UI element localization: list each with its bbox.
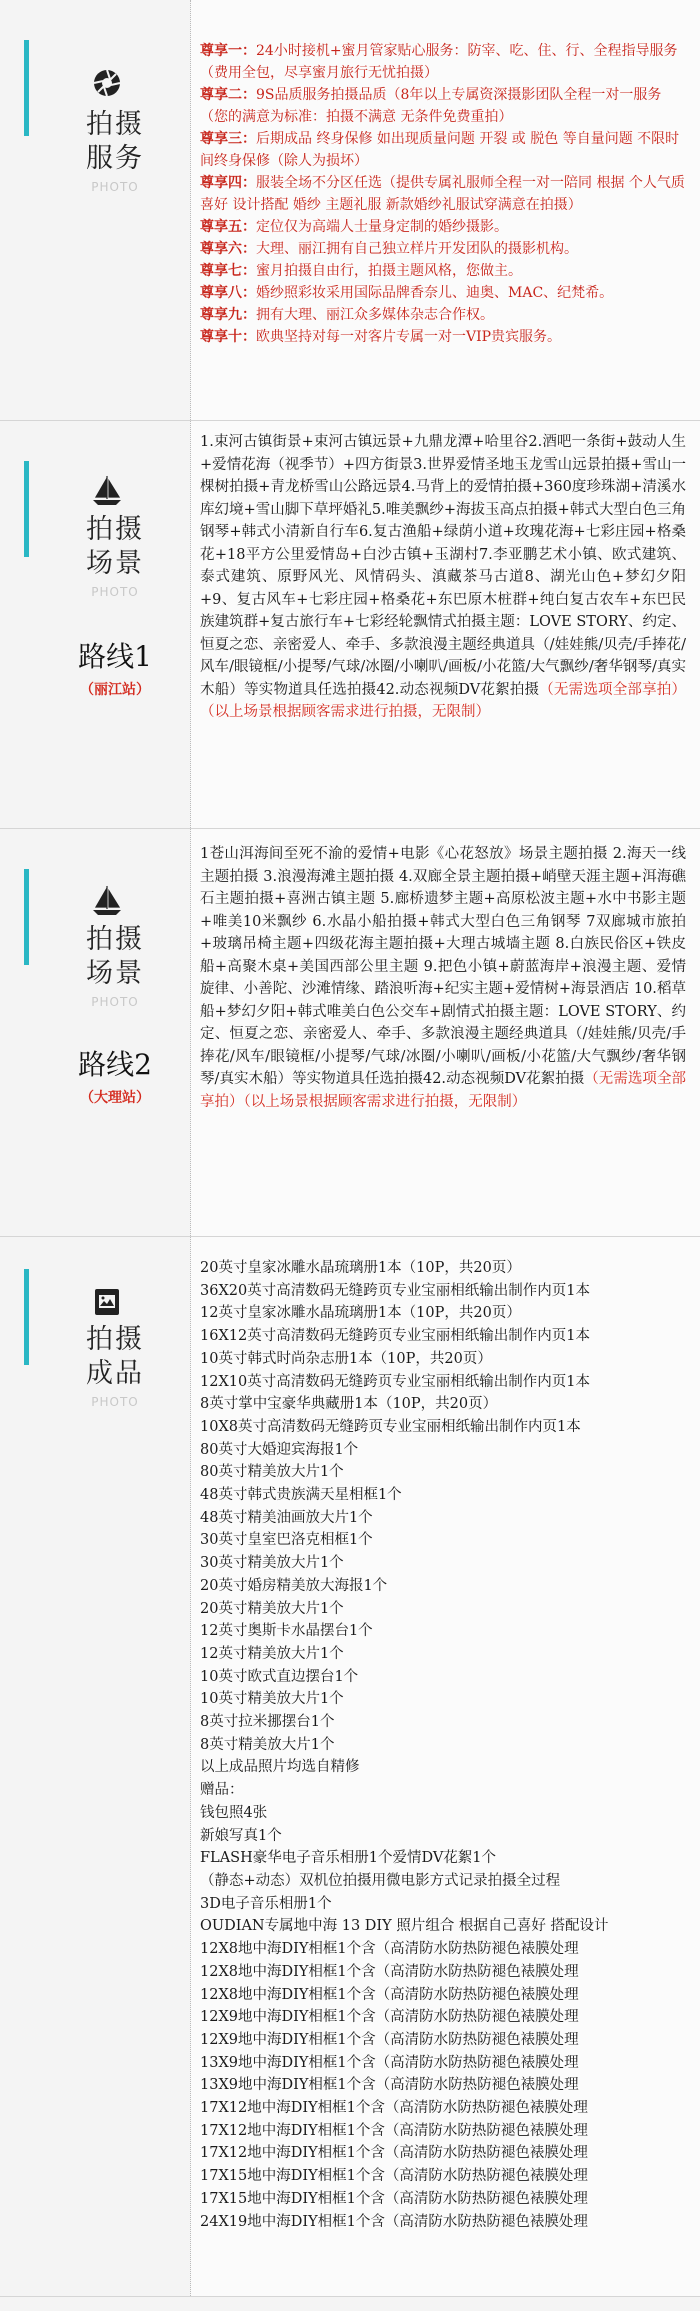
service-item [200, 238, 686, 260]
product-item: 以上成品照片均选自精修 [200, 1759, 360, 1776]
product-item: 10英寸精美放大片1个 [200, 1691, 344, 1708]
product-item: 赠品： [200, 1782, 244, 1799]
service-item-text: 蜜月拍摄自由行，拍摄主题风格，您做主。 [256, 263, 522, 279]
products-section [0, 1236, 700, 2296]
route2-section [0, 828, 700, 1236]
route1-title-2: 场景 [86, 548, 144, 579]
product-item: 10X8英寸高清数码无缝跨页专业宝丽相纸输出制作内页1本 [200, 1418, 581, 1435]
product-item: 24X19地中海DIY相框1个含（高清防水防热防褪色裱膜处理 [200, 2213, 588, 2230]
service-item-key: 尊享三： [200, 131, 256, 147]
route2-name: 路线2 [78, 1048, 152, 1081]
product-item: 80英寸精美放大片1个 [200, 1464, 344, 1481]
accent-bar [24, 40, 29, 136]
product-item: 12X8地中海DIY相框1个含（高清防水防热防褪色裱膜处理 [200, 1986, 579, 2003]
services-list [200, 40, 686, 348]
service-item-key: 尊享五： [200, 219, 256, 235]
route2-text: 1苍山洱海间至死不渝的爱情+电影《心花怒放》场景主题拍摄 2.海天一线主题拍摄 3.浪漫海滩主题拍摄 4.双廊全景主题拍摄+峭壁天涯主题+洱海礁石主题拍摄+喜洲古镇主题 5.廊桥遗梦主题+高原松波主题+水中书影主题+唯美10米飘纱 6.水晶小船拍摄+韩式大型白色三角钢琴 7双廊城市旅拍+玻璃吊椅主题+四级花海主题拍摄+大理古城墙主题 8.白族民俗区+铁皮船+高聚木桌+美国西部公里主题 9.把色小镇+蔚蓝海岸+浪漫主题、爱情旋律、小善陀、沙滩情缘、踏浪听海+纪实主题+爱情树+海景酒店 10.稻草船+梦幻夕阳+韩式唯美白色公交车+剧情式拍摄主题：LOVE STORY、约定、恒夏之恋、亲密爱人、牵手、多款浪漫主题经典道具（/娃娃熊/贝壳/手捧花/风车/眼镜框/小提琴/气球/冰圈/小喇叭/画板/小花篮/大气飘纱/奢华钢琴/真实木船）等实物道具任选拍摄42.动态视频DV花絮拍摄 [200, 846, 686, 1087]
product-item: 17X15地中海DIY相框1个含（高清防水防热防褪色裱膜处理 [200, 2190, 588, 2207]
services-sidebar [0, 0, 191, 420]
product-item: 3D电子音乐相册1个 [200, 1895, 332, 1912]
product-item: 12X8地中海DIY相框1个含（高清防水防热防褪色裱膜处理 [200, 1941, 579, 1958]
accent-bar [24, 1269, 29, 1365]
route2-title-1: 拍摄 [86, 924, 144, 955]
service-item-key: 尊享六： [200, 241, 256, 257]
products-list [200, 1257, 686, 2233]
service-item [200, 84, 686, 128]
products-sidebar [0, 1237, 191, 2296]
service-item-text: 定位仅为高端人士量身定制的婚纱摄影。 [256, 219, 508, 235]
service-item-text: 大理、丽江拥有自己独立样片开发团队的摄影机构。 [256, 241, 578, 257]
service-item [200, 304, 686, 326]
route1-station: （丽江站） [80, 682, 150, 698]
product-item: 12X9地中海DIY相框1个含（高清防水防热防褪色裱膜处理 [200, 2031, 579, 2048]
route1-section [0, 420, 700, 828]
service-item-text: 9S品质服务拍摄品质（8年以上专属资深摄影团队全程一对一服务 （您的满意为标准：拍摄不满意 无条件免费重拍） [200, 87, 662, 125]
route2-sidebar [0, 829, 191, 1236]
product-item: （静态+动态）双机位拍摄用微电影方式记录拍摄全过程 [200, 1872, 561, 1889]
route1-title-1: 拍摄 [86, 514, 144, 545]
services-title-2: 服务 [86, 143, 144, 174]
accent-bar [24, 461, 29, 557]
route2-note: （无需选项全部享拍）（以上场景根据顾客需求进行拍摄，无限制） [200, 1071, 686, 1110]
product-item: 8英寸精美放大片1个 [200, 1736, 335, 1753]
services-title-1: 拍摄 [86, 109, 144, 140]
photo-watermark: PHOTO [91, 180, 139, 194]
photo-watermark: PHOTO [91, 995, 139, 1009]
sailboat-icon [90, 473, 124, 507]
accent-bar [24, 869, 29, 965]
route1-description [200, 431, 686, 724]
service-item-text: 婚纱照彩妆采用国际品牌香奈儿、迪奥、MAC、纪梵希。 [256, 285, 614, 301]
product-item: 8英寸掌中宝豪华典藏册1本（10P，共20页） [200, 1396, 498, 1413]
route1-name: 路线1 [78, 640, 152, 673]
service-item-text: 24小时接机+蜜月管家贴心服务：防宰、吃、住、行、全程指导服务（费用全包，尽享蜜月旅行无忧拍摄） [200, 43, 678, 81]
route2-description [200, 843, 686, 1113]
service-item [200, 326, 686, 348]
products-title-1: 拍摄 [86, 1324, 144, 1355]
service-item-text: 拥有大理、丽江众多媒体杂志合作权。 [256, 307, 494, 323]
route1-note: （无需选项全部享拍）（以上场景根据顾客需求进行拍摄，无限制） [200, 681, 687, 720]
route2-station: （大理站） [80, 1090, 150, 1106]
photo-watermark: PHOTO [91, 585, 139, 599]
product-item: 16X12英寸高清数码无缝跨页专业宝丽相纸输出制作内页1本 [200, 1328, 590, 1345]
product-item: 12X8地中海DIY相框1个含（高清防水防热防褪色裱膜处理 [200, 1963, 579, 1980]
service-item-key: 尊享九： [200, 307, 256, 323]
aperture-icon [92, 68, 122, 98]
service-item-key: 尊享十： [200, 329, 256, 345]
product-item: 17X15地中海DIY相框1个含（高清防水防热防褪色裱膜处理 [200, 2168, 588, 2185]
product-item: 新娘写真1个 [200, 1827, 282, 1844]
product-item: 12英寸奥斯卡水晶摆台1个 [200, 1623, 373, 1640]
product-item: 20英寸皇家冰雕水晶琉璃册1本（10P，共20页） [200, 1260, 521, 1276]
product-item: 13X9地中海DIY相框1个含（高清防水防热防褪色裱膜处理 [200, 2077, 579, 2094]
service-item [200, 216, 686, 238]
service-item [200, 40, 686, 84]
products-title-2: 成品 [86, 1358, 144, 1389]
product-item: 17X12地中海DIY相框1个含（高清防水防热防褪色裱膜处理 [200, 2145, 588, 2162]
product-item: 30英寸皇室巴洛克相框1个 [200, 1532, 373, 1549]
product-item: 12X10英寸高清数码无缝跨页专业宝丽相纸输出制作内页1本 [200, 1373, 590, 1390]
sailboat-icon [90, 883, 124, 917]
route2-title-2: 场景 [86, 958, 144, 989]
product-item: 48英寸韩式贵族满天星相框1个 [200, 1487, 402, 1504]
product-item: 10英寸韩式时尚杂志册1本（10P，共20页） [200, 1350, 492, 1367]
product-item: 12X9地中海DIY相框1个含（高清防水防热防褪色裱膜处理 [200, 2009, 579, 2026]
product-item: 17X12地中海DIY相框1个含（高清防水防热防褪色裱膜处理 [200, 2100, 588, 2117]
service-item-key: 尊享二： [200, 87, 256, 103]
product-item: OUDIAN专属地中海 13 DIY 照片组合 根据自己喜好 搭配设计 [200, 1918, 609, 1935]
service-item [200, 172, 686, 216]
product-item: 20英寸婚房精美放大海报1个 [200, 1577, 388, 1594]
product-item: 10英寸欧式直边摆台1个 [200, 1668, 359, 1685]
photo-watermark: PHOTO [91, 1395, 139, 1409]
product-item: 12英寸精美放大片1个 [200, 1645, 344, 1662]
product-item: 20英寸精美放大片1个 [200, 1600, 344, 1617]
service-item [200, 128, 686, 172]
service-item-text: 后期成品 终身保修 如出现质量问题 开裂 或 脱色 等自量问题 不限时间终身保修（除人为损坏） [200, 131, 680, 169]
product-item: 13X9地中海DIY相框1个含（高清防水防热防褪色裱膜处理 [200, 2054, 579, 2071]
service-item-key: 尊享八： [200, 285, 256, 301]
service-item-key: 尊享四： [200, 175, 256, 191]
route1-text: 1.束河古镇街景+束河古镇远景+九鼎龙潭+哈里谷2.酒吧一条街+鼓动人生+爱情花海（视季节）+四方街景3.世界爱情圣地玉龙雪山远景拍摄+雪山一棵树拍摄+青龙桥雪山公路远景4.马背上的爱情拍摄+360度珍珠湖+清溪水库幻境+雪山脚下草坪婚礼5.唯美飘纱+海拔玉高点拍摄+韩式大型白色三角钢琴+韩式小清新自行车6.复古渔船+绿荫小道+玫瑰花海+七彩庄园+格桑花+18平方公里爱情岛+白沙古镇+玉湖村7.李亚鹏艺术小镇、欧式建筑、泰式建筑、原野风光、风情码头、滇藏茶马古道8、湖光山色+梦幻夕阳+9、复古风车+七彩庄园+格桑花+东巴原木桩群+纯白复古农车+东巴民族建筑群+复古旅行车+七彩经轮飘情式拍摄主题：LOVE STORY、约定、恒夏之恋、亲密爱人、牵手、多款浪漫主题经典道具（/娃娃熊/贝壳/手捧花/风车/眼镜框/小提琴/气球/冰圈/小喇叭/画板/小花篮/大气飘纱/奢华钢琴/真实木船）等实物道具任选拍摄42.动态视频DV花絮拍摄 [200, 434, 686, 698]
photo-album-icon [92, 1287, 122, 1317]
product-item: FLASH豪华电子音乐相册1个爱情DV花絮1个 [200, 1850, 497, 1867]
services-section [0, 0, 700, 420]
route1-sidebar [0, 421, 191, 828]
service-item-text: 欧典坚持对每一对客片专属一对一VIP贵宾服务。 [256, 329, 562, 345]
product-item: 30英寸精美放大片1个 [200, 1555, 344, 1572]
product-item: 12英寸皇家冰雕水晶琉璃册1本（10P，共20页） [200, 1305, 521, 1322]
bottom-divider [0, 2296, 700, 2311]
product-item: 8英寸拉米挪摆台1个 [200, 1714, 335, 1731]
product-item: 48英寸精美油画放大片1个 [200, 1509, 373, 1526]
service-item-key: 尊享一： [200, 43, 256, 59]
product-item: 17X12地中海DIY相框1个含（高清防水防热防褪色裱膜处理 [200, 2122, 588, 2139]
product-item: 36X20英寸高清数码无缝跨页专业宝丽相纸输出制作内页1本 [200, 1282, 590, 1299]
service-item [200, 282, 686, 304]
product-item: 钱包照4张 [200, 1804, 268, 1821]
service-item-key: 尊享七： [200, 263, 256, 279]
service-item [200, 260, 686, 282]
product-item: 80英寸大婚迎宾海报1个 [200, 1441, 359, 1458]
service-item-text: 服装全场不分区任选（提供专属礼服师全程一对一陪同 根据 个人气质喜好 设计搭配 婚纱 主题礼服 新款婚纱礼服试穿满意在拍摄） [200, 175, 685, 213]
